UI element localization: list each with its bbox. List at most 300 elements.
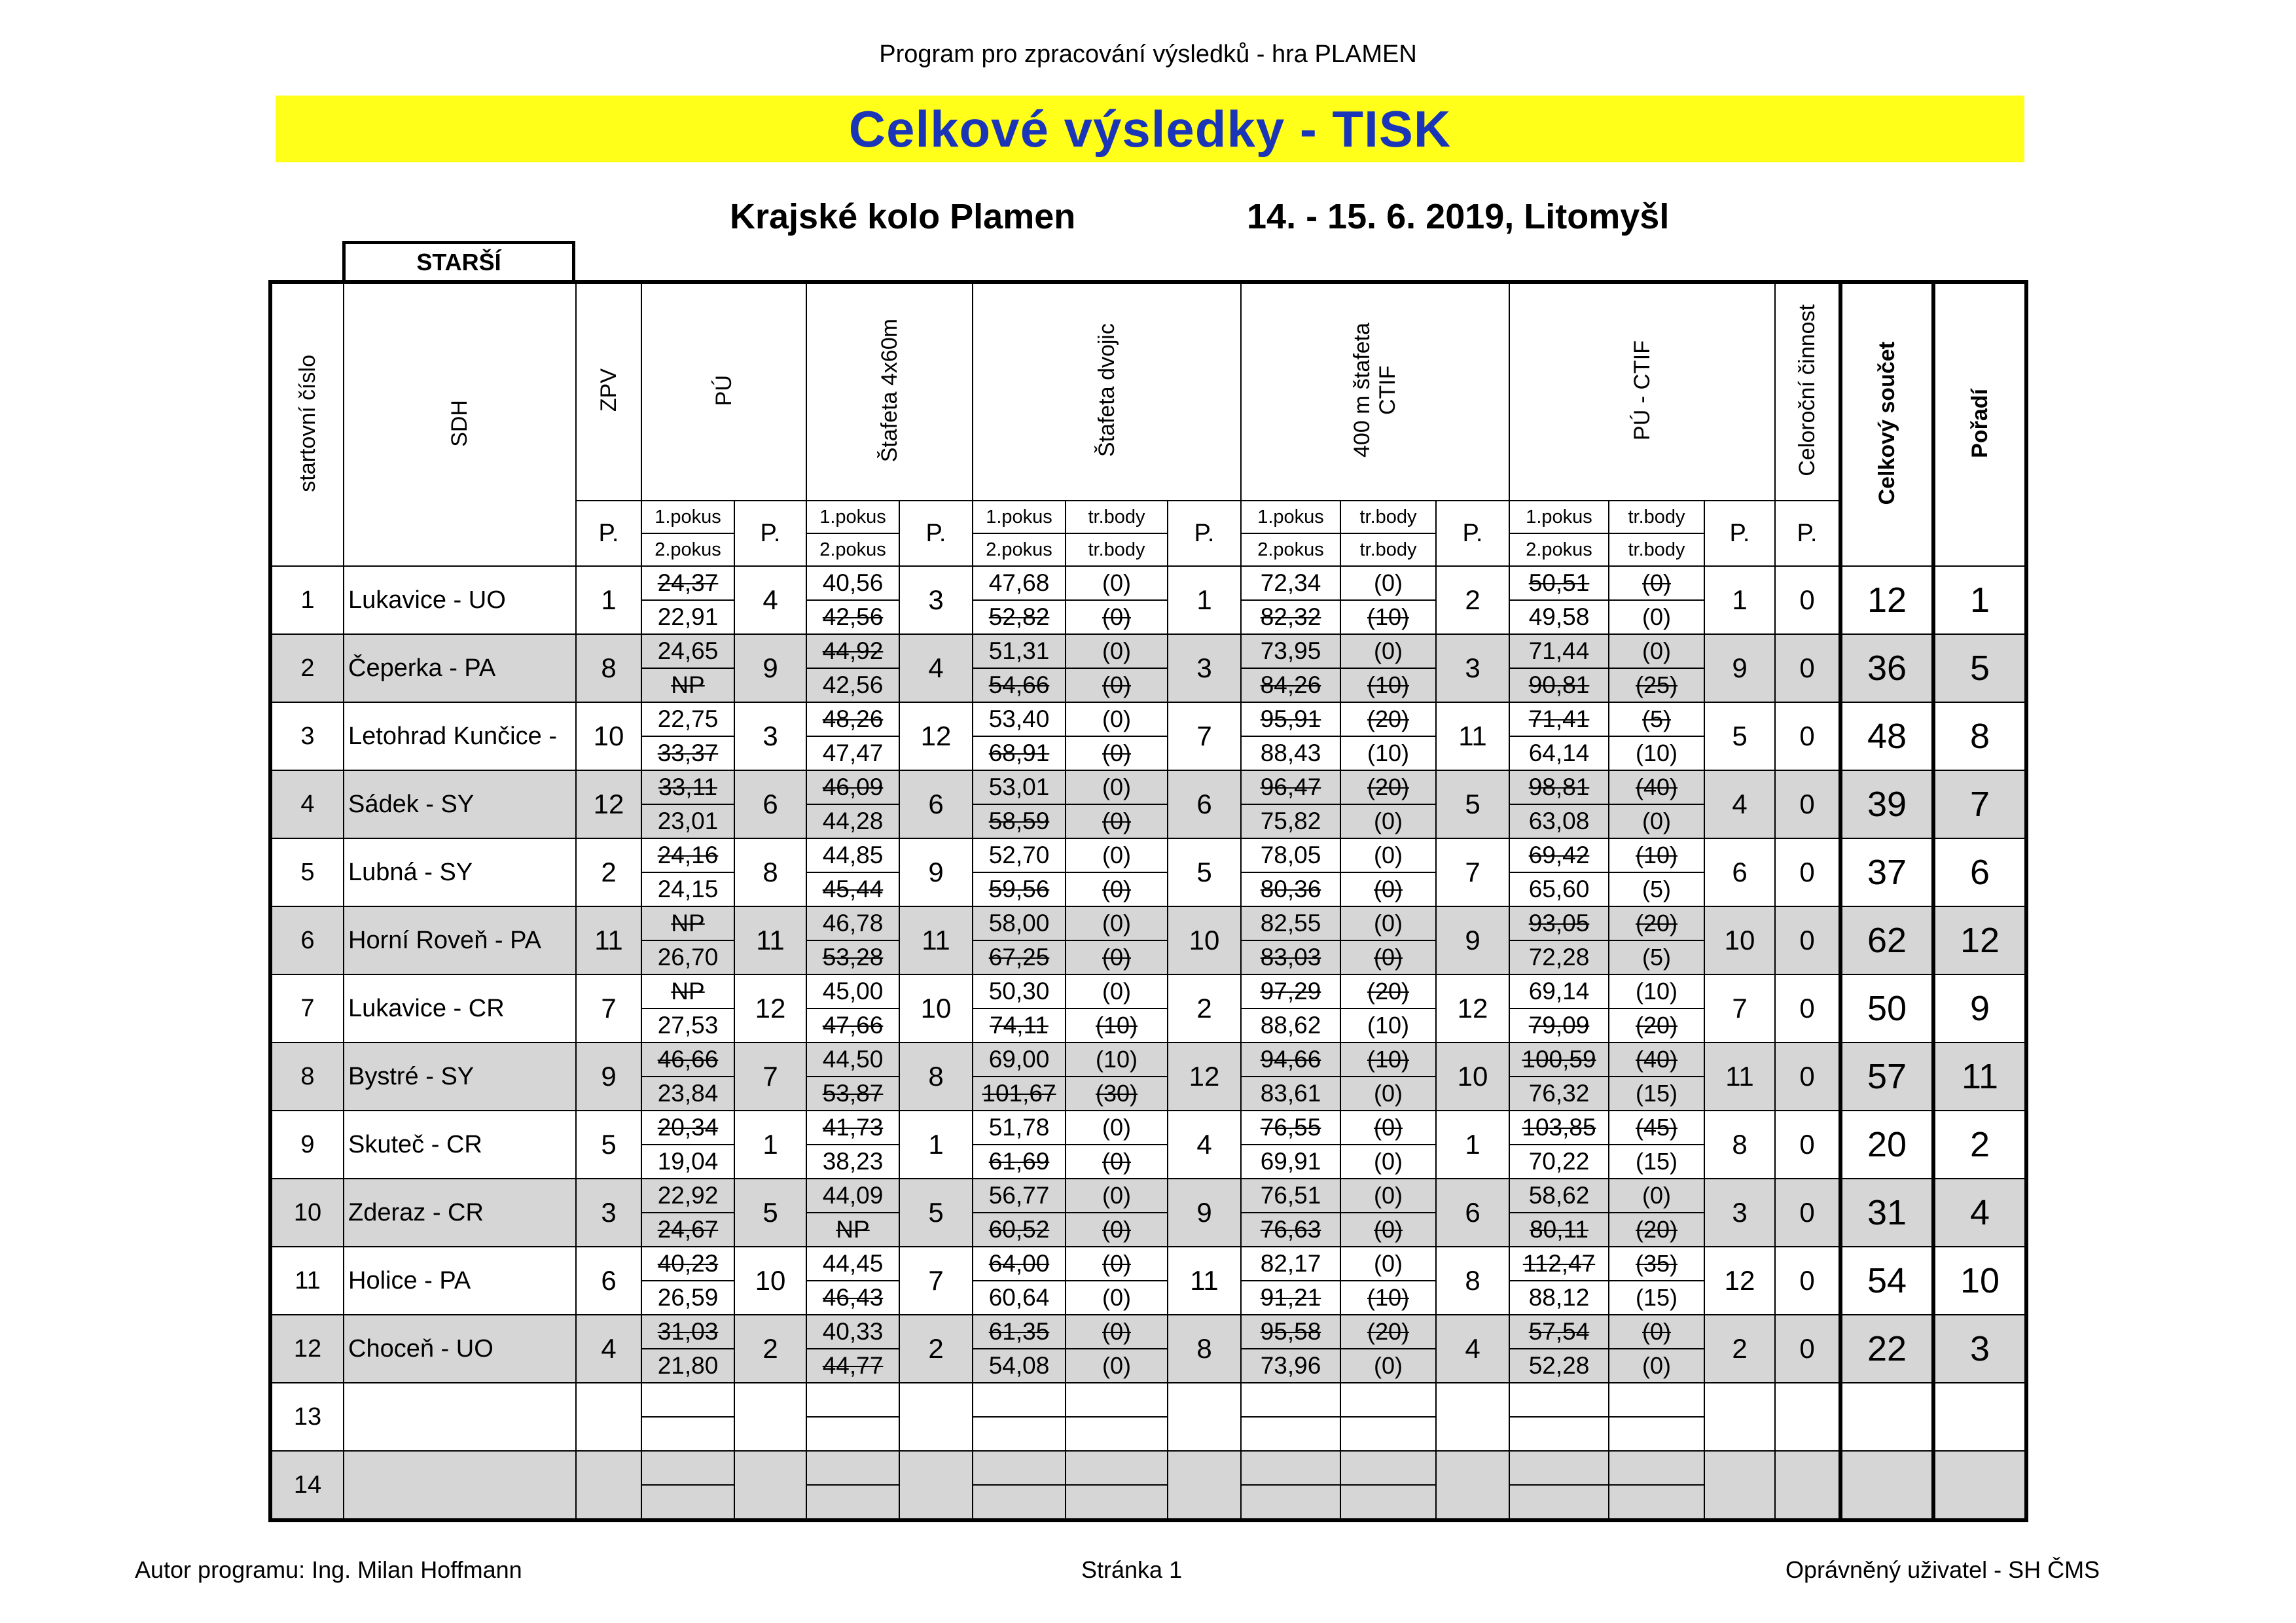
stafeta-dvojic-penalty2: (0): [1066, 1281, 1168, 1315]
celorocni-points: 0: [1775, 1315, 1840, 1383]
team-name: Zderaz - CR: [344, 1179, 576, 1247]
stafeta400-place: 8: [1436, 1247, 1509, 1315]
stafeta400-place: 11: [1436, 702, 1509, 770]
stafeta-dvojic-penalty1: (0): [1066, 838, 1168, 872]
total-score: 48: [1840, 702, 1933, 770]
pu-ctif-attempt2: 70,22: [1509, 1145, 1609, 1179]
stafeta4x60-attempt1: 40,33: [806, 1315, 899, 1349]
celorocni-points: 0: [1775, 1179, 1840, 1247]
zpv-place: 5: [576, 1111, 641, 1179]
pu-ctif-penalty2: (0): [1609, 804, 1704, 838]
col-header-stafeta4x60: Štafeta 4x60m: [806, 282, 973, 501]
stafeta4x60-attempt2: 45,44: [806, 872, 899, 906]
team-name: Čeperka - PA: [344, 634, 576, 702]
stafeta-dvojic-place: 5: [1168, 838, 1241, 906]
total-score: 36: [1840, 634, 1933, 702]
stafeta-dvojic-attempt2: 67,25: [973, 940, 1066, 974]
stafeta-dvojic-attempt1: 56,77: [973, 1179, 1066, 1213]
cell-empty: [1340, 1383, 1436, 1417]
cell-empty: [973, 1417, 1066, 1451]
total-score: 12: [1840, 566, 1933, 634]
cell-empty: [806, 1451, 899, 1485]
stafeta4x60-attempt1: 44,50: [806, 1043, 899, 1077]
pu-ctif-place: 7: [1704, 974, 1775, 1043]
footer-author: Autor programu: Ing. Milan Hoffmann: [135, 1556, 522, 1583]
pu-ctif-attempt1: 69,14: [1509, 974, 1609, 1008]
pu-ctif-attempt2: 64,14: [1509, 736, 1609, 770]
pu-attempt1: 20,34: [641, 1111, 734, 1145]
celorocni-points: 0: [1775, 634, 1840, 702]
cell-empty: [1509, 1417, 1609, 1451]
zpv-place: 6: [576, 1247, 641, 1315]
footer-licensee: Oprávněný uživatel - SH ČMS: [1785, 1556, 2100, 1583]
stafeta400-attempt2: 83,03: [1241, 940, 1340, 974]
cell-empty: [1340, 1485, 1436, 1520]
pu-ctif-place: 10: [1704, 906, 1775, 974]
cell-empty: [1775, 1451, 1840, 1520]
pu-ctif-penalty1: (40): [1609, 1043, 1704, 1077]
pokus1-header: 1.pokus: [806, 501, 899, 533]
stafeta4x60-attempt1: 46,09: [806, 770, 899, 804]
pu-ctif-place: 11: [1704, 1043, 1775, 1111]
pu-ctif-attempt1: 50,51: [1509, 566, 1609, 600]
pu-place: 4: [734, 566, 806, 634]
stafeta-dvojic-attempt1: 58,00: [973, 906, 1066, 940]
cell-empty: [641, 1485, 734, 1520]
pu-place: 11: [734, 906, 806, 974]
pu-ctif-attempt1: 112,47: [1509, 1247, 1609, 1281]
pu-ctif-attempt1: 57,54: [1509, 1315, 1609, 1349]
pu-ctif-attempt2: 63,08: [1509, 804, 1609, 838]
col-header-zpv: ZPV: [576, 282, 641, 501]
pu-ctif-penalty1: (20): [1609, 906, 1704, 940]
pu-ctif-attempt2: 72,28: [1509, 940, 1609, 974]
pokus2-header: 2.pokus: [806, 533, 899, 566]
cell-empty: [1241, 1485, 1340, 1520]
col-header-poradi: Pořadí: [1933, 282, 2026, 566]
stafeta4x60-attempt1: 44,85: [806, 838, 899, 872]
pokus2-header: 2.pokus: [1241, 533, 1340, 566]
stafeta400-place: 5: [1436, 770, 1509, 838]
pu-ctif-attempt2: 76,32: [1509, 1077, 1609, 1111]
pu-attempt2: 27,53: [641, 1008, 734, 1043]
event-date: 14. - 15. 6. 2019, Litomyšl: [1247, 197, 1670, 236]
pu-ctif-attempt2: 49,58: [1509, 600, 1609, 634]
stafeta400-place: 3: [1436, 634, 1509, 702]
footer-page: Stránka 1: [1081, 1556, 1183, 1583]
trbody-header: tr.body: [1340, 533, 1436, 566]
pu-place: 7: [734, 1043, 806, 1111]
pu-ctif-attempt1: 100,59: [1509, 1043, 1609, 1077]
pu-ctif-attempt2: 79,09: [1509, 1008, 1609, 1043]
stafeta-dvojic-attempt1: 52,70: [973, 838, 1066, 872]
pu-ctif-penalty1: (0): [1609, 1315, 1704, 1349]
final-rank: 2: [1933, 1111, 2026, 1179]
pu-attempt1: 24,37: [641, 566, 734, 600]
total-score: 50: [1840, 974, 1933, 1043]
pu-ctif-penalty1: (35): [1609, 1247, 1704, 1281]
pu-ctif-place: 9: [1704, 634, 1775, 702]
pu-attempt2: 33,37: [641, 736, 734, 770]
pu-attempt1: 24,16: [641, 838, 734, 872]
stafeta400-attempt1: 78,05: [1241, 838, 1340, 872]
pu-attempt2: 22,91: [641, 600, 734, 634]
stafeta4x60-place: 5: [899, 1179, 973, 1247]
total-score: 37: [1840, 838, 1933, 906]
stafeta-dvojic-attempt1: 51,78: [973, 1111, 1066, 1145]
pu-ctif-attempt1: 69,42: [1509, 838, 1609, 872]
stafeta-dvojic-place: 11: [1168, 1247, 1241, 1315]
cell-empty: [1704, 1451, 1775, 1520]
pu-ctif-penalty2: (20): [1609, 1213, 1704, 1247]
stafeta-dvojic-attempt1: 50,30: [973, 974, 1066, 1008]
stafeta-dvojic-place: 10: [1168, 906, 1241, 974]
stafeta400-attempt1: 96,47: [1241, 770, 1340, 804]
stafeta4x60-attempt1: 40,56: [806, 566, 899, 600]
celorocni-points: 0: [1775, 1111, 1840, 1179]
pu-attempt2: 26,59: [641, 1281, 734, 1315]
stafeta400-attempt1: 95,58: [1241, 1315, 1340, 1349]
stafeta4x60-attempt1: 45,00: [806, 974, 899, 1008]
celorocni-points: 0: [1775, 702, 1840, 770]
pu-ctif-penalty1: (40): [1609, 770, 1704, 804]
zpv-place: 12: [576, 770, 641, 838]
pu-attempt2: 24,67: [641, 1213, 734, 1247]
pu-place: 1: [734, 1111, 806, 1179]
stafeta400-place: 12: [1436, 974, 1509, 1043]
stafeta-dvojic-place: 9: [1168, 1179, 1241, 1247]
stafeta-dvojic-penalty2: (0): [1066, 1213, 1168, 1247]
pu-ctif-penalty2: (15): [1609, 1281, 1704, 1315]
stafeta400-place: 4: [1436, 1315, 1509, 1383]
stafeta400-place: 1: [1436, 1111, 1509, 1179]
stafeta4x60-attempt2: 47,47: [806, 736, 899, 770]
stafeta400-penalty2: (10): [1340, 668, 1436, 702]
col-header-stafeta-dvojic: Štafeta dvojic: [973, 282, 1241, 501]
stafeta-dvojic-place: 7: [1168, 702, 1241, 770]
pu-ctif-penalty1: (45): [1609, 1111, 1704, 1145]
zpv-place-empty: [576, 1383, 641, 1451]
team-name: Sádek - SY: [344, 770, 576, 838]
stafeta-dvojic-attempt2: 60,52: [973, 1213, 1066, 1247]
stafeta400-attempt2: 83,61: [1241, 1077, 1340, 1111]
cell-empty: [1436, 1451, 1509, 1520]
cell-empty: [1340, 1451, 1436, 1485]
stafeta-dvojic-penalty2: (0): [1066, 1349, 1168, 1383]
pu-attempt1: NP: [641, 974, 734, 1008]
stafeta-dvojic-attempt2: 54,66: [973, 668, 1066, 702]
cell-empty: [1340, 1417, 1436, 1451]
stafeta400-attempt2: 80,36: [1241, 872, 1340, 906]
cell-empty: [806, 1417, 899, 1451]
stafeta4x60-attempt2: 44,77: [806, 1349, 899, 1383]
stafeta-dvojic-penalty1: (0): [1066, 770, 1168, 804]
stafeta400-penalty2: (10): [1340, 1008, 1436, 1043]
table-row: [270, 634, 2026, 668]
stafeta400-penalty2: (0): [1340, 1145, 1436, 1179]
stafeta4x60-place: 4: [899, 634, 973, 702]
stafeta-dvojic-penalty1: (0): [1066, 1179, 1168, 1213]
celorocni-points: 0: [1775, 974, 1840, 1043]
pu-ctif-penalty2: (20): [1609, 1008, 1704, 1043]
celorocni-points: 0: [1775, 906, 1840, 974]
start-number: 1: [270, 566, 344, 634]
stafeta-dvojic-penalty2: (30): [1066, 1077, 1168, 1111]
pu-ctif-penalty1: (0): [1609, 1179, 1704, 1213]
pu-place: 12: [734, 974, 806, 1043]
stafeta400-place: 2: [1436, 566, 1509, 634]
pu-attempt2: 24,15: [641, 872, 734, 906]
cell-empty: [899, 1383, 973, 1451]
table-row: [270, 702, 2026, 736]
final-rank: 1: [1933, 566, 2026, 634]
pu-ctif-place: 4: [1704, 770, 1775, 838]
pu-ctif-attempt2: 88,12: [1509, 1281, 1609, 1315]
stafeta-dvojic-penalty2: (0): [1066, 600, 1168, 634]
stafeta400-penalty2: (10): [1340, 736, 1436, 770]
stafeta-dvojic-place: 8: [1168, 1315, 1241, 1383]
total-score: 20: [1840, 1111, 1933, 1179]
cell-empty: [1241, 1383, 1340, 1417]
pu-ctif-place: 2: [1704, 1315, 1775, 1383]
stafeta-dvojic-attempt1: 64,00: [973, 1247, 1066, 1281]
stafeta400-penalty1: (0): [1340, 1247, 1436, 1281]
stafeta-dvojic-penalty2: (0): [1066, 1145, 1168, 1179]
zpv-place: 8: [576, 634, 641, 702]
pokus2-header: 2.pokus: [1509, 533, 1609, 566]
stafeta-dvojic-penalty1: (10): [1066, 1043, 1168, 1077]
stafeta400-penalty2: (0): [1340, 804, 1436, 838]
celorocni-points: 0: [1775, 1043, 1840, 1111]
celorocni-points: 0: [1775, 1247, 1840, 1315]
pu-attempt2: 26,70: [641, 940, 734, 974]
final-rank: 10: [1933, 1247, 2026, 1315]
pokus1-header: 1.pokus: [641, 501, 734, 533]
stafeta400-attempt1: 72,34: [1241, 566, 1340, 600]
stafeta-dvojic-attempt2: 61,69: [973, 1145, 1066, 1179]
cell-empty: [1509, 1451, 1609, 1485]
pu-ctif-attempt1: 103,85: [1509, 1111, 1609, 1145]
stafeta4x60-place: 11: [899, 906, 973, 974]
page-title: Celkové výsledky - TISK: [848, 99, 1452, 158]
cell-empty: [973, 1451, 1066, 1485]
cell-empty: [1704, 1383, 1775, 1451]
stafeta400-penalty1: (20): [1340, 1315, 1436, 1349]
cell-empty: [641, 1451, 734, 1485]
zpv-place: 4: [576, 1315, 641, 1383]
cell-empty: [1933, 1383, 2026, 1451]
trbody-header: tr.body: [1609, 533, 1704, 566]
stafeta-dvojic-attempt2: 59,56: [973, 872, 1066, 906]
pu-ctif-penalty1: (5): [1609, 702, 1704, 736]
stafeta400-attempt1: 94,66: [1241, 1043, 1340, 1077]
pokus1-header: 1.pokus: [1509, 501, 1609, 533]
stafeta4x60-place: 12: [899, 702, 973, 770]
pu-ctif-penalty2: (10): [1609, 736, 1704, 770]
pokus1-header: 1.pokus: [973, 501, 1066, 533]
stafeta400-penalty2: (10): [1340, 600, 1436, 634]
stafeta400-place: 7: [1436, 838, 1509, 906]
total-score: 54: [1840, 1247, 1933, 1315]
pu-attempt1: 40,23: [641, 1247, 734, 1281]
stafeta-dvojic-place: 2: [1168, 974, 1241, 1043]
zpv-place: 3: [576, 1179, 641, 1247]
stafeta400-attempt2: 69,91: [1241, 1145, 1340, 1179]
zpv-place: 7: [576, 974, 641, 1043]
stafeta400-penalty1: (20): [1340, 770, 1436, 804]
stafeta4x60-attempt2: 38,23: [806, 1145, 899, 1179]
pu-ctif-attempt1: 71,44: [1509, 634, 1609, 668]
table-row-empty: [270, 1451, 2026, 1485]
stafeta400-attempt2: 88,43: [1241, 736, 1340, 770]
pokus2-header: 2.pokus: [641, 533, 734, 566]
col-header-celkovy: Celkový součet: [1840, 282, 1933, 566]
stafeta-dvojic-attempt1: 61,35: [973, 1315, 1066, 1349]
cell-empty: [734, 1383, 806, 1451]
stafeta4x60-attempt1: 41,73: [806, 1111, 899, 1145]
table-row: [270, 1315, 2026, 1349]
trbody-header: tr.body: [1609, 501, 1704, 533]
stafeta4x60-place: 10: [899, 974, 973, 1043]
cell-empty: [1066, 1451, 1168, 1485]
stafeta400-penalty2: (0): [1340, 1349, 1436, 1383]
stafeta-dvojic-attempt1: 53,40: [973, 702, 1066, 736]
stafeta400-attempt2: 91,21: [1241, 1281, 1340, 1315]
start-number: 3: [270, 702, 344, 770]
stafeta-dvojic-place: 6: [1168, 770, 1241, 838]
pu-ctif-attempt1: 71,41: [1509, 702, 1609, 736]
stafeta400-attempt1: 82,17: [1241, 1247, 1340, 1281]
stafeta-dvojic-penalty1: (0): [1066, 566, 1168, 600]
team-name: Lubná - SY: [344, 838, 576, 906]
zpv-place-empty: [576, 1451, 641, 1520]
stafeta400-penalty2: (0): [1340, 872, 1436, 906]
team-name: Lukavice - CR: [344, 974, 576, 1043]
trbody-header: tr.body: [1340, 501, 1436, 533]
stafeta4x60-place: 8: [899, 1043, 973, 1111]
col-header-pu-ctif: PÚ - CTIF: [1509, 282, 1775, 501]
cell-empty: [1775, 1383, 1840, 1451]
pu-ctif-penalty1: (0): [1609, 566, 1704, 600]
stafeta-dvojic-place: 3: [1168, 634, 1241, 702]
team-name: Lukavice - UO: [344, 566, 576, 634]
program-line: Program pro zpracování výsledků - hra PLAMEN: [879, 41, 1417, 68]
stafeta400-penalty1: (0): [1340, 1111, 1436, 1145]
stafeta4x60-place: 9: [899, 838, 973, 906]
table-row: [270, 1043, 2026, 1077]
start-number: 12: [270, 1315, 344, 1383]
p-header: P.: [1775, 501, 1840, 566]
p-header: P.: [734, 501, 806, 566]
cell-empty: [1933, 1451, 2026, 1520]
pu-ctif-place: 1: [1704, 566, 1775, 634]
team-name: Choceň - UO: [344, 1315, 576, 1383]
total-score: 62: [1840, 906, 1933, 974]
stafeta4x60-attempt2: 47,66: [806, 1008, 899, 1043]
team-name: Holice - PA: [344, 1247, 576, 1315]
pu-ctif-penalty2: (15): [1609, 1145, 1704, 1179]
table-row: [270, 1247, 2026, 1281]
table-row: [270, 838, 2026, 872]
table-row: [270, 1111, 2026, 1145]
pu-ctif-place: 3: [1704, 1179, 1775, 1247]
stafeta4x60-attempt1: 44,45: [806, 1247, 899, 1281]
stafeta4x60-attempt2: 46,43: [806, 1281, 899, 1315]
stafeta4x60-place: 7: [899, 1247, 973, 1315]
pu-attempt1: 33,11: [641, 770, 734, 804]
p-header: P.: [899, 501, 973, 566]
stafeta4x60-place: 6: [899, 770, 973, 838]
stafeta-dvojic-place: 4: [1168, 1111, 1241, 1179]
stafeta400-penalty2: (0): [1340, 1077, 1436, 1111]
pu-ctif-penalty2: (5): [1609, 872, 1704, 906]
pu-ctif-place: 12: [1704, 1247, 1775, 1315]
cell-empty: [1840, 1383, 1933, 1451]
stafeta400-place: 9: [1436, 906, 1509, 974]
pu-ctif-penalty1: (0): [1609, 634, 1704, 668]
stafeta4x60-attempt1: 46,78: [806, 906, 899, 940]
cell-empty: [1609, 1417, 1704, 1451]
stafeta400-penalty1: (0): [1340, 1179, 1436, 1213]
start-number: 2: [270, 634, 344, 702]
pu-attempt1: 22,92: [641, 1179, 734, 1213]
team-name: Bystré - SY: [344, 1043, 576, 1111]
stafeta400-attempt2: 84,26: [1241, 668, 1340, 702]
stafeta-dvojic-attempt2: 60,64: [973, 1281, 1066, 1315]
pu-place: 5: [734, 1179, 806, 1247]
pu-attempt1: 24,65: [641, 634, 734, 668]
pu-ctif-attempt1: 58,62: [1509, 1179, 1609, 1213]
start-number: 14: [270, 1451, 344, 1520]
stafeta400-penalty1: (20): [1340, 702, 1436, 736]
stafeta-dvojic-penalty2: (0): [1066, 736, 1168, 770]
pu-ctif-attempt2: 90,81: [1509, 668, 1609, 702]
stafeta400-attempt2: 88,62: [1241, 1008, 1340, 1043]
table-row: [270, 974, 2026, 1008]
pu-ctif-attempt2: 52,28: [1509, 1349, 1609, 1383]
stafeta4x60-attempt1: 44,92: [806, 634, 899, 668]
pu-place: 6: [734, 770, 806, 838]
pu-attempt2: 19,04: [641, 1145, 734, 1179]
cell-empty: [1509, 1485, 1609, 1520]
cell-empty: [1840, 1451, 1933, 1520]
pu-attempt2: 23,01: [641, 804, 734, 838]
table-row: [270, 1179, 2026, 1213]
stafeta400-attempt1: 76,55: [1241, 1111, 1340, 1145]
stafeta-dvojic-penalty2: (0): [1066, 872, 1168, 906]
final-rank: 5: [1933, 634, 2026, 702]
event-name: Krajské kolo Plamen: [730, 197, 1076, 236]
pu-attempt1: 46,66: [641, 1043, 734, 1077]
stafeta400-penalty1: (20): [1340, 974, 1436, 1008]
stafeta-dvojic-attempt2: 52,82: [973, 600, 1066, 634]
stafeta-dvojic-attempt1: 47,68: [973, 566, 1066, 600]
start-number: 7: [270, 974, 344, 1043]
stafeta4x60-attempt2: 44,28: [806, 804, 899, 838]
start-number: 6: [270, 906, 344, 974]
cell-empty: [806, 1485, 899, 1520]
stafeta-dvojic-attempt2: 74,11: [973, 1008, 1066, 1043]
pu-ctif-penalty1: (10): [1609, 838, 1704, 872]
col-header-startno: startovní číslo: [270, 282, 344, 566]
zpv-place: 9: [576, 1043, 641, 1111]
pu-ctif-attempt1: 98,81: [1509, 770, 1609, 804]
stafeta4x60-attempt2: 53,28: [806, 940, 899, 974]
stafeta-dvojic-attempt1: 69,00: [973, 1043, 1066, 1077]
final-rank: 11: [1933, 1043, 2026, 1111]
start-number: 4: [270, 770, 344, 838]
p-header: P.: [1436, 501, 1509, 566]
